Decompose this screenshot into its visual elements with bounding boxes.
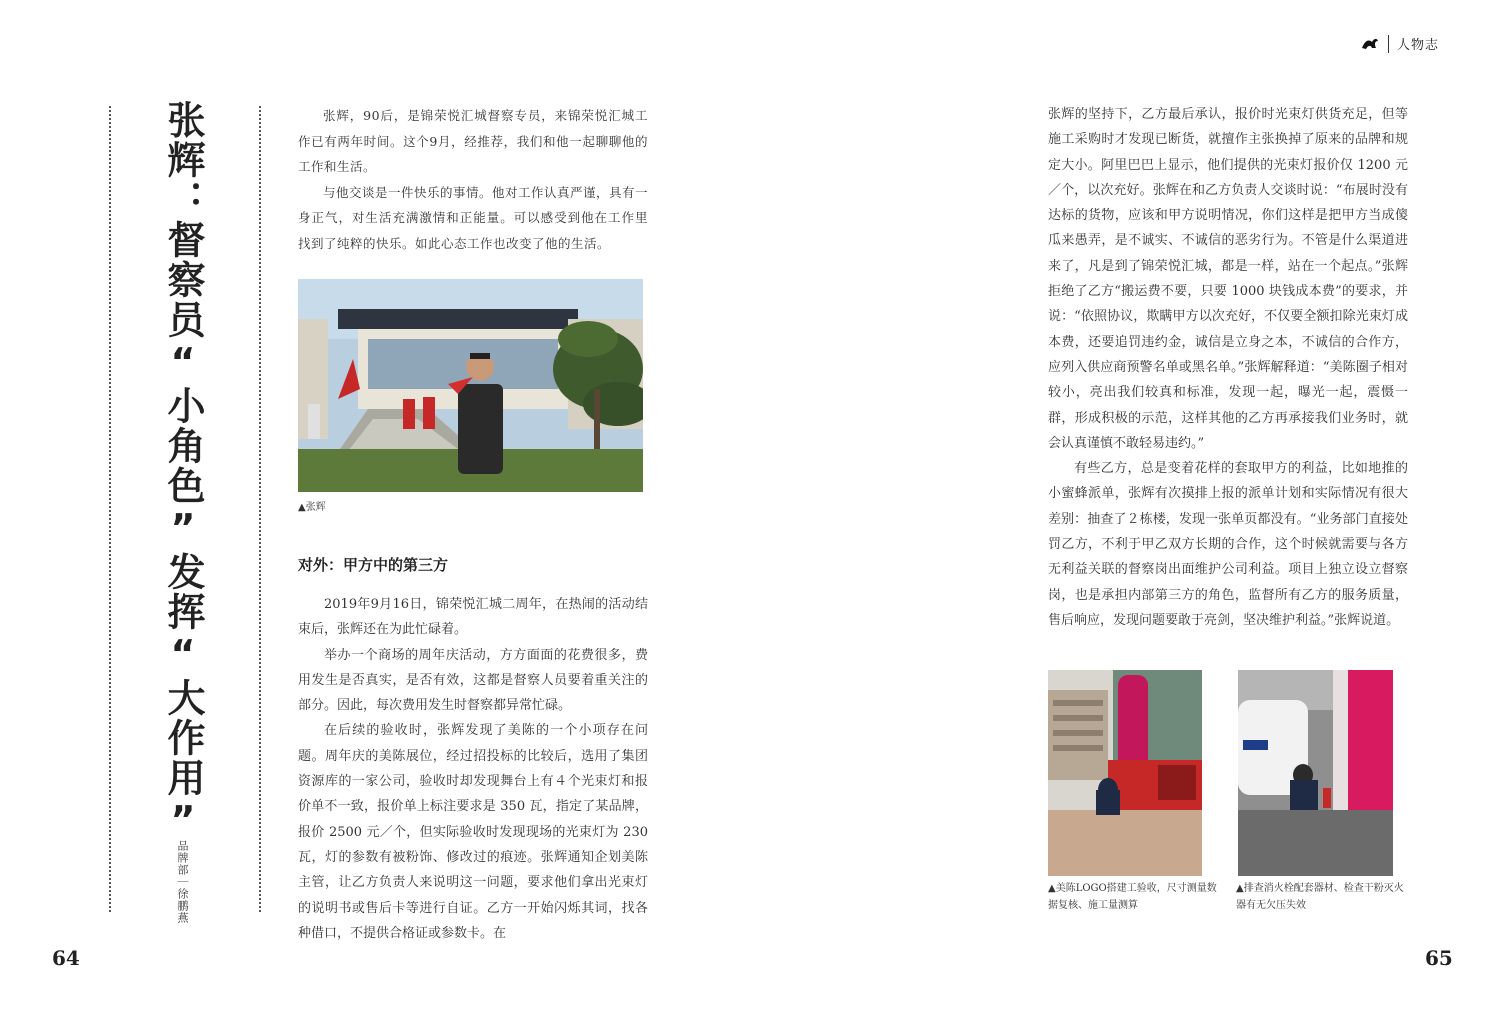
photo-caption: ▲张辉 [298, 502, 326, 513]
intro-text [298, 103, 648, 256]
body-paragraph: 张辉的坚持下，乙方最后承认，报价时光束灯供货充足，但等施工采购时才发现已断货，就擅作主张换掉了原来的品牌和规定大小。阿里巴巴上显示，他们提供的光束灯报价仅 1200 元／个，以次充好。张辉在和乙方负责人交谈时说：“布展时没有达标的货物，应该和甲方说明情况，你们这样是把甲方当成傻瓜来愚弄，是不诚实、不诚信的恶劣行为。不管是什么渠道进来了，凡是到了锦荣悦汇城，都是一样，站在一个起点。”张辉拒绝了乙方“搬运费不要，只要 1000 块钱成本费”的要求，并说：“依照协议，欺瞒甲方以次充好，不仅要全额扣除光束灯成本费，还要追罚违约金，诚信是立身之本，不诚信的合作方，应列入供应商预警名单或黑名单。”张辉解释道：“美陈圈子相对较小，亮出我们较真和标准，发现一起，曝光一起，震慑一群，形成积极的示范，这样其他的乙方再承接我们业务时，就会认真谨慎不敢轻易违约。” [1048, 107, 1408, 451]
body-paragraph: 举办一个商场的周年庆活动，方方面面的花费很多，费用发生是否真实，是否有效，这都是督察人员要着重关注的部分。因此，每次费用发生时督察都异常忙碌。 [298, 647, 648, 714]
header-separator [1388, 35, 1389, 53]
photo-illustration [1048, 670, 1202, 876]
body-paragraph: 在后续的验收时，张辉发现了美陈的一个小项存在问题。周年庆的美陈展位，经过招投标的比较后，选用了集团资源库的一家公司，验收时却发现舞台上有４个光束灯和报价单不一致，报价单上标注要求是 350 瓦，指定了某品牌，报价 2500 元／个，但实际验收时发现现场的光束灯为 230 瓦，灯的参数有被粉饰、修改过的痕迹。张辉通知企划美陈主管，让乙方负责人来说明这一问题，要求他们拿出光束灯的说明书或售后卡等进行自证。乙方一开始闪烁其词，找各种借口，不提供合格证或参数卡。在 [298, 723, 648, 941]
section-name: 人物志 [1397, 38, 1440, 53]
body-text-right [1048, 102, 1408, 633]
dotted-divider [259, 106, 261, 912]
right-page [750, 0, 1500, 1018]
photo-illustration [1238, 670, 1393, 876]
photo-caption: ▲美陈LOGO搭建工验收，尺寸测量数据复核、施工量测算 [1048, 883, 1217, 911]
body-text-left [298, 592, 648, 946]
page-number-right: 65 [1425, 946, 1453, 970]
photo-caption: ▲排查消火栓配套器材、检查干粉灭火器有无欠压失效 [1236, 883, 1404, 911]
body-paragraph: 有些乙方，总是变着花样的套取甲方的利益，比如地推的小蜜蜂派单，张辉有次摸排上报的派单计划和实际情况有很大差别：抽查了２栋楼，发现一张单页都没有。“业务部门直接处罚乙方，不利于甲乙双方长期的合作，这个时候就需要与各方无利益关联的督察岗出面维护公司利益。项目上独立设立督察岗，也是承担内部第三方的角色，监督所有乙方的服务质量，售后响应，发现问题要敢于亮剑，坚决维护利益。”张辉说道。 [1048, 461, 1408, 628]
intro-paragraph: 张辉，90后，是锦荣悦汇城督察专员，来锦荣悦汇城工作已有两年时间。这个9月，经推荐，我们和他一起聊聊他的工作和生活。 [298, 108, 648, 174]
page-number-left: 64 [52, 946, 80, 970]
author-byline: 品牌部｜徐鹏燕 [176, 840, 189, 924]
photo-illustration [298, 279, 643, 492]
photo-fire-check [1238, 670, 1393, 876]
article-title: 张辉：督察员“小角色”发挥“大作用” [161, 100, 205, 844]
dotted-divider [109, 106, 111, 912]
photo-zhang-hui [298, 279, 643, 492]
photo-logo-inspection [1048, 670, 1202, 876]
intro-paragraph: 与他交谈是一件快乐的事情。他对工作认真严谨，具有一身正气，对生活充满激情和正能量。可以感受到他在工作里找到了纯粹的快乐。如此心态工作也改变了他的生活。 [298, 184, 649, 251]
section-header [1360, 34, 1439, 53]
body-paragraph: 2019年9月16日，锦荣悦汇城二周年，在热闹的活动结束后，张辉还在为此忙碌着。 [298, 597, 648, 638]
ink-figure-icon [1360, 36, 1380, 52]
section-subheading: 对外：甲方中的第三方 [298, 556, 449, 574]
